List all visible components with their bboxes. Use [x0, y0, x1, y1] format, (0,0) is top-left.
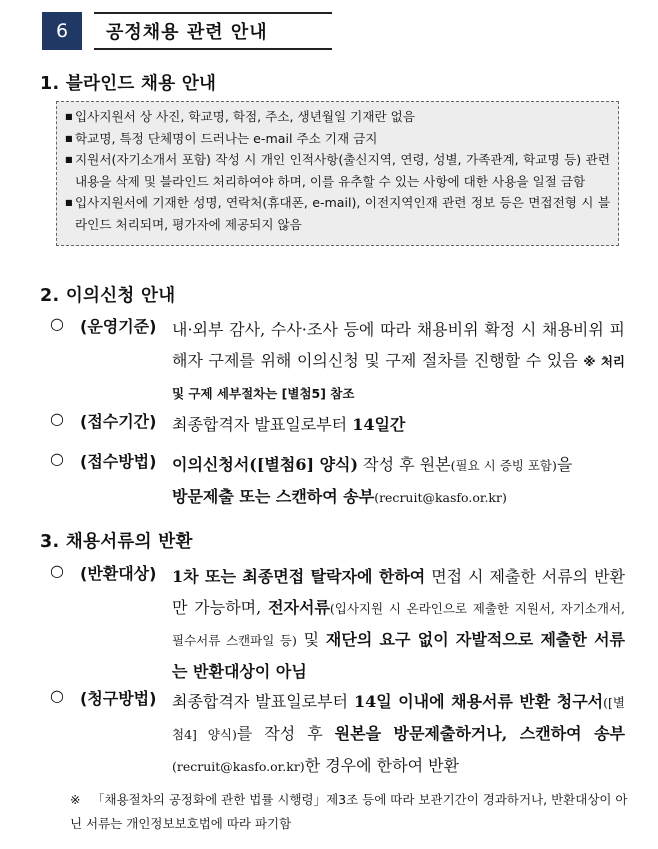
method-label: (접수방법)	[80, 452, 157, 471]
return-request	[50, 686, 625, 782]
target-text1: 면접 시 제출한 서류의 반환만 가능하며,	[172, 567, 625, 617]
bullet-icon: ■	[65, 112, 73, 121]
target-bold1: 1차 또는 최종면접 탈락자에 한하여	[172, 567, 426, 586]
method-bold1: 이의신청서([별첨6] 양식)	[172, 455, 359, 474]
criteria-note: ※ 처리 및 구제 세부절차는 [별첨5] 참조	[172, 354, 626, 401]
period-bold: 14일간	[352, 415, 406, 434]
blind-item-text: 지원서(자기소개서 포함) 작성 시 개인 인적사항(출신지역, 연령, 성별, 가족관계, 학교명 등) 관련 내용을 삭제 및 블라인드 처리하여야 하며, 이를 유추할 수 있는 사항에 대한 사용을 일절 금함	[75, 152, 610, 189]
target-small1: (입사지원 시 온라인으로 제출한 지원서, 자기소개서, 필수서류 스캔파일 등)	[172, 601, 625, 648]
footnote-mark: ※	[70, 792, 81, 807]
section-number-badge: 6	[42, 12, 82, 50]
blind-item	[65, 192, 610, 235]
criteria-label: (운영기준)	[80, 317, 157, 336]
footnote-text: 「채용절차의 공정화에 관한 법률 시행령」제3조 등에 따라 보관기간이 경과하거나, 반환대상이 아닌 서류는 개인정보보호법에 따라 파기함	[70, 792, 628, 831]
footnote	[70, 788, 630, 836]
method-text1: 작성 후 원본	[358, 455, 451, 474]
objection-period	[50, 409, 625, 440]
blind-heading: 1. 블라인드 채용 안내	[40, 74, 217, 94]
criteria-body	[172, 314, 625, 409]
section-title-text: 공정채용 관련 안내	[106, 22, 268, 43]
blind-item	[65, 106, 610, 128]
bullet-icon: ■	[65, 155, 73, 164]
return-target	[50, 561, 625, 687]
blind-item-text: 입사지원서 상 사진, 학교명, 학점, 주소, 생년월일 기재란 없음	[75, 109, 416, 124]
circle-marker-icon: ○	[50, 409, 64, 428]
request-text1: 최종합격자 발표일로부터	[172, 692, 355, 711]
request-bold2: 원본을 방문제출하거나, 스캔하여 송부	[334, 724, 626, 743]
blind-item	[65, 149, 610, 192]
method-bold2: 방문제출 또는 스캔하여 송부	[172, 487, 375, 506]
bullet-icon: ■	[65, 133, 73, 143]
period-body	[172, 409, 625, 440]
target-bold2: 전자서류	[268, 598, 330, 617]
target-text2: 및	[296, 630, 326, 649]
method-email: (recruit@kasfo.or.kr)	[374, 490, 507, 505]
request-text2: 를 작성 후	[236, 724, 335, 743]
objection-heading: 2. 이의신청 안내	[40, 286, 176, 306]
circle-marker-icon: ○	[50, 561, 64, 580]
request-email: (recruit@kasfo.or.kr)	[172, 759, 305, 774]
request-small1: ([별첨4] 양식)	[172, 695, 625, 742]
method-text2: 을	[556, 455, 573, 474]
circle-marker-icon: ○	[50, 314, 64, 333]
circle-marker-icon: ○	[50, 449, 64, 468]
return-heading: 3. 채용서류의 반환	[40, 532, 193, 552]
blind-info-box	[56, 101, 619, 246]
circle-marker-icon: ○	[50, 686, 64, 705]
objection-criteria	[50, 314, 625, 409]
request-bold1: 14일 이내에 채용서류 반환 청구서	[354, 692, 604, 711]
request-label: (청구방법)	[80, 689, 157, 708]
blind-item	[65, 128, 610, 150]
request-text3: 한 경우에 한하여 반환	[304, 756, 460, 775]
target-bold3: 재단의 요구 없이 자발적으로 제출한 서류는 반환대상이 아님	[172, 630, 625, 681]
objection-method	[50, 449, 625, 513]
request-body	[172, 686, 625, 782]
target-label: (반환대상)	[80, 564, 157, 583]
method-small1: (필요 시 증빙 포함)	[450, 458, 557, 473]
target-body	[172, 561, 625, 687]
period-label: (접수기간)	[80, 412, 157, 431]
blind-item-text: 입사지원서에 기재한 성명, 연락처(휴대폰, e-mail), 이전지역인재 관련 정보 등은 면접전형 시 블라인드 처리되며, 평가자에 제공되지 않음	[75, 195, 610, 232]
bullet-icon: ■	[65, 198, 73, 207]
blind-item-text: 학교명, 특정 단체명이 드러나는 e-mail 주소 기재 금지	[75, 130, 378, 146]
period-text: 최종합격자 발표일로부터	[172, 415, 353, 434]
section-title	[94, 12, 332, 50]
criteria-text: 내·외부 감사, 수사·조사 등에 따라 채용비위 확정 시 채용비위 피해자 구제를 위해 이의신청 및 구제 절차를 진행할 수 있음	[172, 320, 625, 370]
method-body	[172, 449, 625, 513]
